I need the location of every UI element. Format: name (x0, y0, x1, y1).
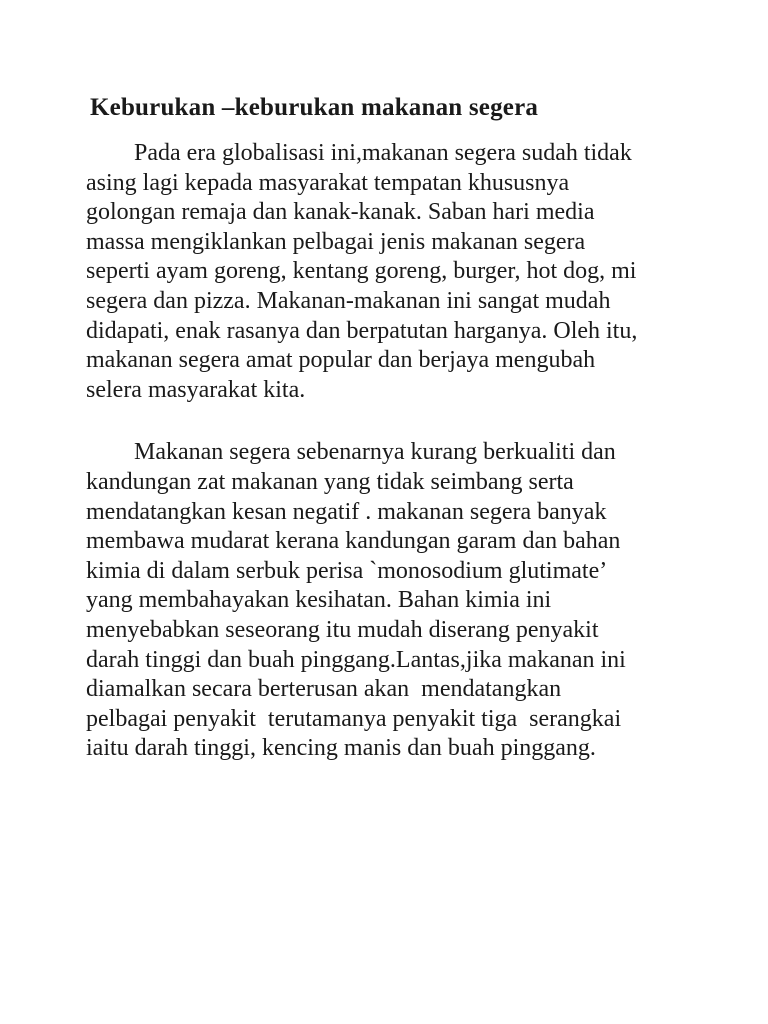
paragraph-1 (86, 139, 688, 405)
text-line: seperti ayam goreng, kentang goreng, burger, hot dog, mi (86, 258, 637, 285)
text-line: Makanan segera sebenarnya kurang berkualiti dan (134, 439, 616, 466)
text-line: makanan segera amat popular dan berjaya mengubah (86, 347, 596, 374)
text-line: mendatangkan kesan negatif . makanan segera banyak (86, 498, 607, 525)
text-line: massa mengiklankan pelbagai jenis makanan segera (86, 228, 586, 255)
text-line: pelbagai penyakit terutamanya penyakit tiga serangkai (86, 705, 622, 732)
text-line: membawa mudarat kerana kandungan garam dan bahan (86, 528, 621, 555)
text-line: yang membahayakan kesihatan. Bahan kimia ini (86, 587, 552, 614)
text-line: segera dan pizza. Makanan-makanan ini sangat mudah (86, 287, 611, 314)
text-line: iaitu darah tinggi, kencing manis dan buah pinggang. (86, 735, 596, 762)
paragraph-2 (86, 438, 688, 764)
text-line: diamalkan secara berterusan akan mendatangkan (86, 676, 562, 703)
text-line: selera masyarakat kita. (86, 376, 306, 403)
text-line: Pada era globalisasi ini,makanan segera sudah tidak (134, 140, 632, 166)
text-line: asing lagi kepada masyarakat tempatan khususnya (86, 169, 570, 196)
text-line: menyebabkan seseorang itu mudah diserang penyakit (86, 616, 599, 643)
document-title: Keburukan –keburukan makanan segera (90, 94, 539, 121)
text-line: darah tinggi dan buah pinggang.Lantas,jika makanan ini (86, 646, 626, 673)
text-line: didapati, enak rasanya dan berpatutan harganya. Oleh itu, (86, 317, 638, 344)
text-line: kimia di dalam serbuk perisa `monosodium glutimate’ (86, 557, 608, 584)
text-line: kandungan zat makanan yang tidak seimbang serta (86, 468, 574, 495)
text-line: golongan remaja dan kanak-kanak. Saban hari media (86, 199, 595, 226)
